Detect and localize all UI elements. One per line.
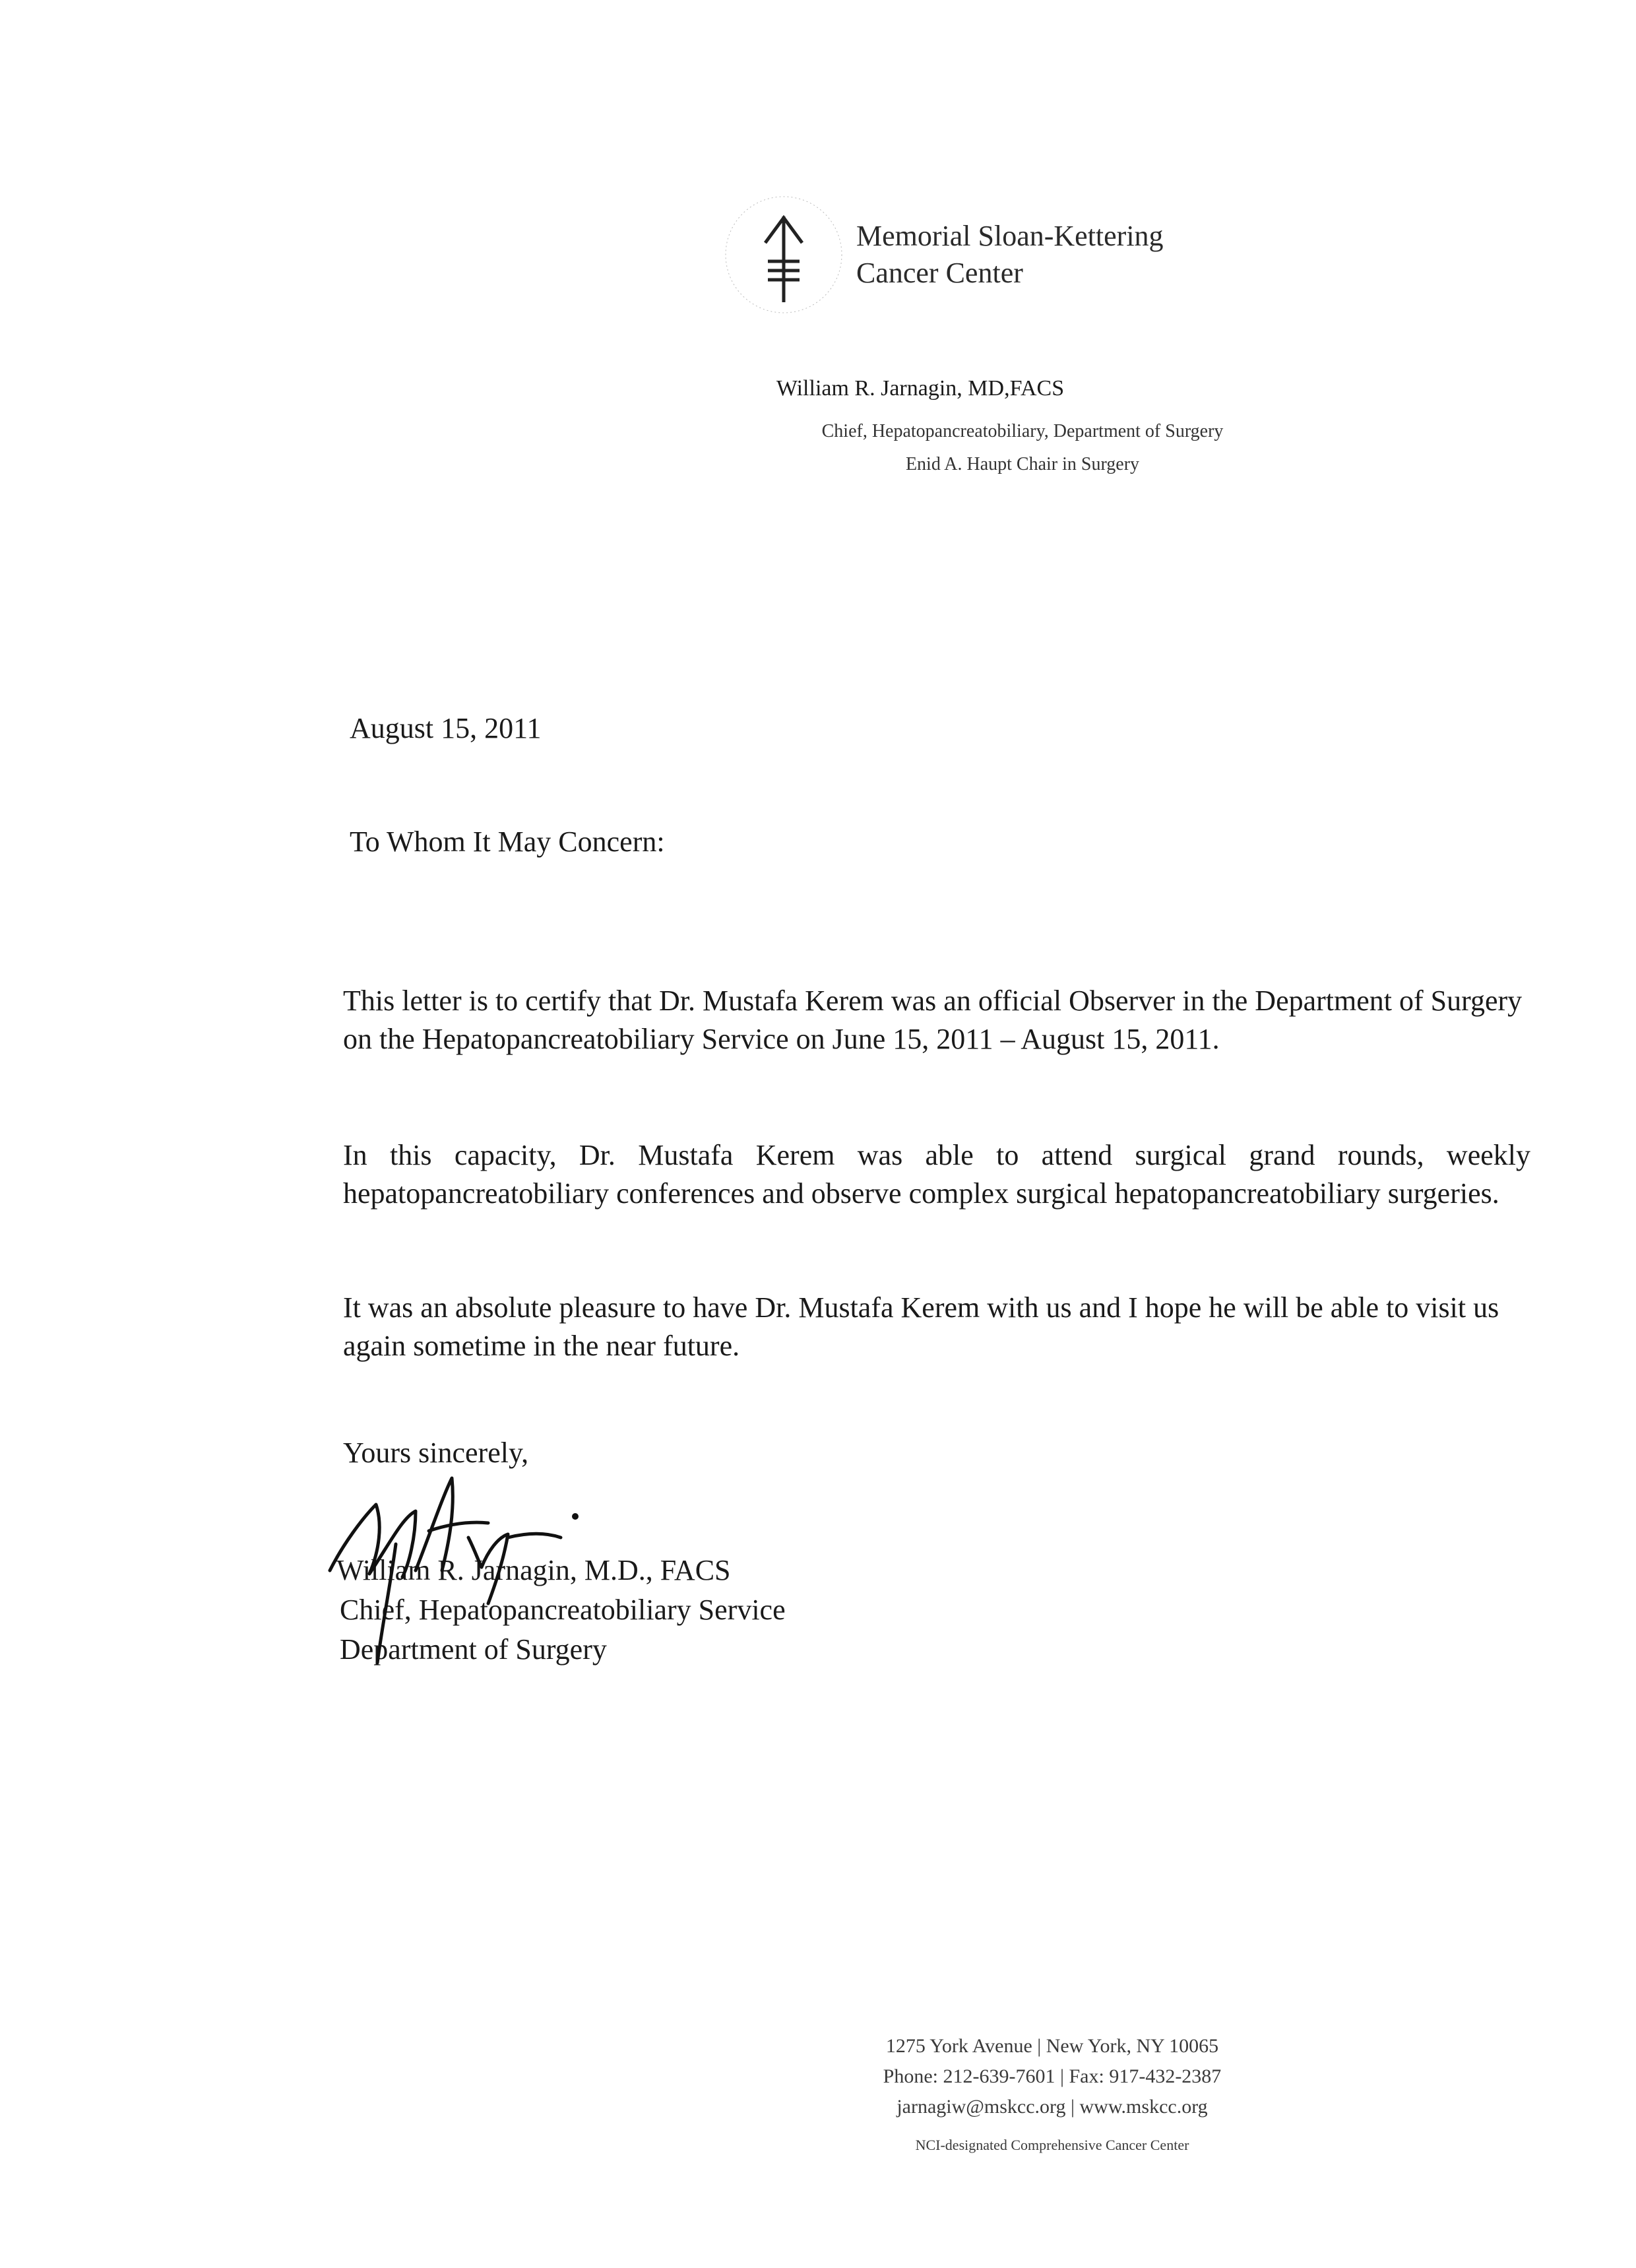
salutation: To Whom It May Concern:	[350, 826, 665, 858]
signer-title: Chief, Hepatopancreatobiliary Service	[340, 1594, 786, 1626]
closing: Yours sincerely,	[343, 1437, 529, 1469]
org-name-line2: Cancer Center	[856, 257, 1023, 289]
footer-email-web: jarnagiw@mskcc.org | www.mskcc.org	[897, 2096, 1208, 2118]
footer-address: 1275 York Avenue | New York, NY 10065	[885, 2035, 1219, 2057]
organization-name	[856, 218, 1164, 292]
org-name-line1: Memorial Sloan-Kettering	[856, 220, 1164, 252]
author-chair: Enid A. Haupt Chair in Surgery	[905, 454, 1140, 474]
letter-date: August 15, 2011	[350, 712, 542, 744]
handwritten-signature	[317, 1439, 607, 1676]
body-paragraph-3: It was an absolute pleasure to have Dr. Mustafa Kerem with us and I hope he will be able to visit us again sometime in the near future.	[343, 1291, 1499, 1362]
signer-department: Department of Surgery	[340, 1633, 607, 1666]
footer-designation: NCI-designated Comprehensive Cancer Center	[915, 2137, 1189, 2153]
author-name: William R. Jarnagin, MD,FACS	[776, 376, 1065, 401]
signer-name: William R. Jarnagin, M.D., FACS	[336, 1554, 731, 1586]
body-paragraph-1: This letter is to certify that Dr. Mustafa Kerem was an official Observer in the Department of Surgery on the Hepatopancreatobiliary Service on June 15, 2011 – August 15, 2011.	[343, 985, 1523, 1055]
author-title: Chief, Hepatopancreatobiliary, Department of Surgery	[821, 421, 1224, 441]
footer-phone-fax: Phone: 212-639-7601 | Fax: 917-432-2387	[883, 2065, 1222, 2087]
body-paragraph-2: In this capacity, Dr. Mustafa Kerem was able to attend surgical grand rounds, weekly hepatopancreatobiliary conferences and observe complex surgical hepatopancreatobiliary surgeries.	[343, 1139, 1530, 1210]
msk-seal-logo	[718, 177, 850, 335]
